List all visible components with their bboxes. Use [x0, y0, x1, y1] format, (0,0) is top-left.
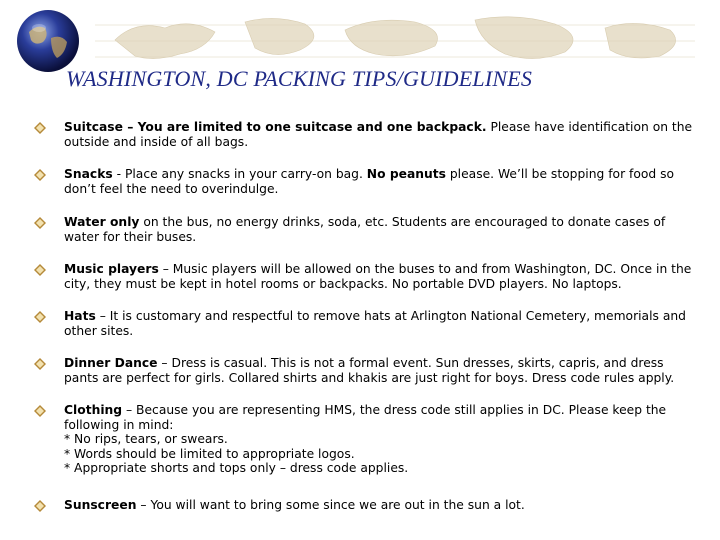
diamond-bullet-icon: [34, 264, 46, 276]
item-text: Suitcase – You are limited to one suitcase and one backpack. Please have identification on the outside and inside of all bags.: [64, 120, 693, 149]
diamond-bullet-icon: [34, 169, 46, 181]
sub-item: * No rips, tears, or swears.: [64, 432, 228, 446]
globe-icon: [15, 8, 81, 74]
diamond-bullet-icon: [34, 405, 46, 417]
diamond-bullet-icon: [34, 500, 46, 512]
sub-item: * Appropriate shorts and tops only – dress code applies.: [64, 461, 409, 475]
item-text: Clothing – Because you are representing HMS, the dress code still applies in DC. Please keep the following in mind: * No rips, tears, or swears. * Words should be limited to appropriate logos. * Appropriate shorts and tops only – dress code applies.: [64, 403, 694, 476]
diamond-bullet-icon: [34, 358, 46, 370]
sub-item: * Words should be limited to appropriate logos.: [64, 446, 355, 461]
item-text: Hats – It is customary and respectful to remove hats at Arlington National Cemetery, memorials and other sites.: [64, 309, 686, 338]
diamond-bullet-icon: [34, 311, 46, 323]
diamond-bullet-icon: [34, 122, 46, 134]
item-text: Sunscreen – You will want to bring some since we are out in the sun a lot.: [64, 498, 525, 512]
diamond-bullet-icon: [34, 217, 46, 229]
item-text: Water only on the bus, no energy drinks, soda, etc. Students are encouraged to donate cases of water for their buses.: [64, 215, 666, 244]
item-text: Music players – Music players will be allowed on the buses to and from Washington, DC. Once in the city, they must be kept in hotel rooms or backpacks. No portable DVD players. No laptops.: [64, 262, 692, 291]
page-title: WASHINGTON, DC PACKING TIPS/GUIDELINES: [66, 66, 533, 91]
world-map-background: [95, 10, 695, 72]
item-text: Dinner Dance – Dress is casual. This is not a formal event. Sun dresses, skirts, capris, and dress pants are perfect for girls. Collared shirts and khakis are just right for boys. Dress code rules apply.: [64, 356, 675, 385]
item-text: Snacks - Place any snacks in your carry-on bag. No peanuts please. We’ll be stopping for food so don’t feel the need to overindulge.: [64, 167, 675, 196]
